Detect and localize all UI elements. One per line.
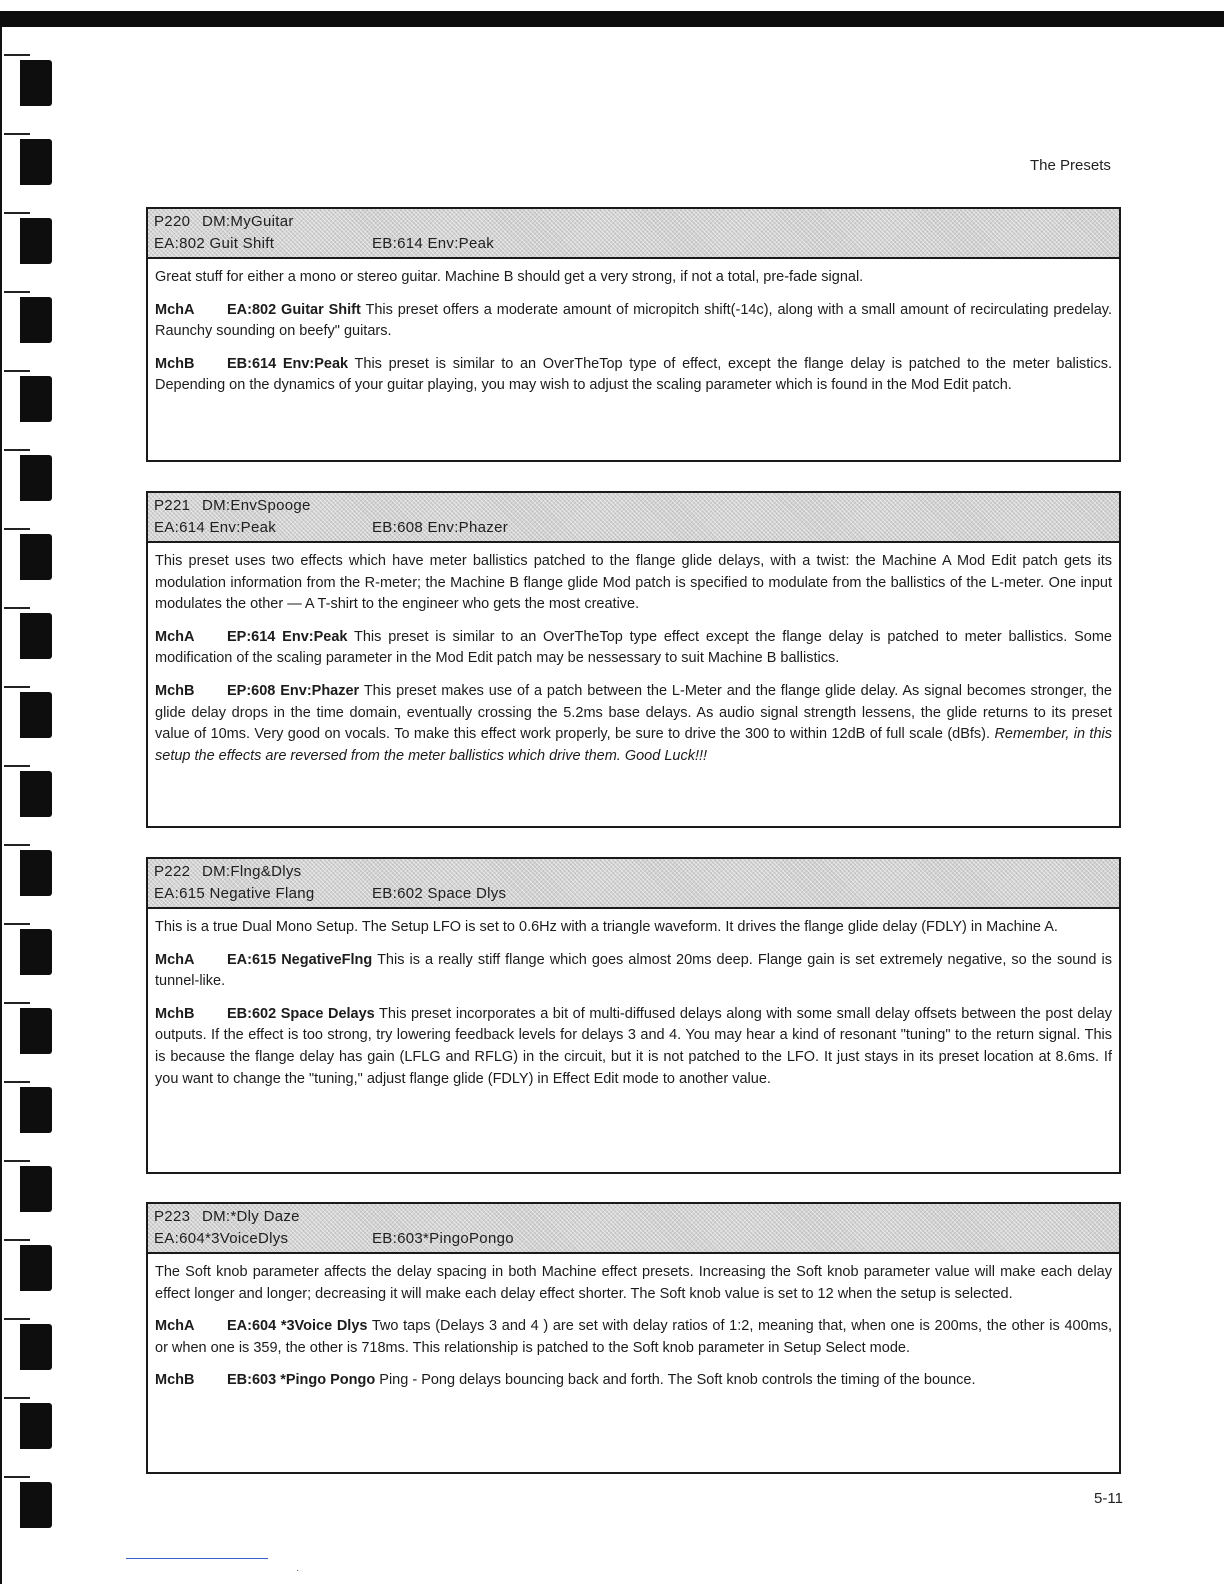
preset-p223 [146,1202,1121,1474]
binder-tick [4,765,30,767]
effect-b-name: EB:614 Env:Peak [372,235,495,252]
machine-a-text: This preset is similar to an OverTheTop type effect except the flange delay is patched to meter ballistics. Some modification of the scaling parameter in the Mod Edit patch may be nessessary to suit Machine B ballistics. [155,628,1112,667]
preset-p222 [146,857,1121,1174]
binder-tick [4,923,30,925]
dual-machine-name: DM:*Dly Daze [202,1208,300,1225]
machine-a-text: This is a really stiff flange which goes almost 20ms deep. Flange gain is set extremely negative, so the sound is tunnel-like. [155,951,1112,990]
binder-hole [20,376,52,422]
binder-tick [4,1002,30,1004]
machine-b-text: This preset is similar to an OverTheTop type of effect, except the flange delay is patched to the meter balistics. Depending on the dynamics of your guitar playing, you may wish to adjust the scaling parameter which is found in the Mod Edit patch. [155,355,1112,394]
machine-a-effect: EA:615 NegativeFlng [227,951,373,968]
binder-tick [4,54,30,56]
binder-tick [4,449,30,451]
preset-p221 [146,491,1121,828]
binder-hole [20,1403,52,1449]
machine-b-effect: EB:602 Space Delays [227,1005,375,1022]
machine-b-label: MchB [155,682,195,699]
preset-header [148,859,1119,909]
preset-number: P223 [154,1208,191,1225]
binder-hole [20,929,52,975]
preset-description [148,909,1119,1095]
preset-description [148,543,1119,772]
binder-hole [20,455,52,501]
binder-tick [4,1318,30,1320]
intro-paragraph: This preset uses two effects which have meter ballistics patched to the flange glide delays, with a twist: the Machine A Mod Edit patch gets its modulation information from the R-meter; the Machine B flange glide Mod patch is specified to modulate from the ballistics of the L-meter. One input modulates the other — A T-shirt to the engineer who gets the most creative. [155,553,1112,613]
machine-a-effect: EA:604 *3Voice Dlys [227,1318,368,1335]
dual-machine-name: DM:Flng&Dlys [202,863,302,880]
binder-tick [4,1081,30,1083]
binder-hole [20,1245,52,1291]
effect-b-name: EB:608 Env:Phazer [372,519,509,536]
machine-b-effect: EB:603 *Pingo Pongo [227,1372,376,1389]
binder-tick [4,1397,30,1399]
binder-tick [4,607,30,609]
machine-b-label: MchB [155,355,195,372]
preset-header [148,209,1119,259]
binder-tick [4,1239,30,1241]
machine-a-label: MchA [155,1318,195,1335]
preset-header [148,1204,1119,1254]
intro-paragraph: This is a true Dual Mono Setup. The Setup LFO is set to 0.6Hz with a triangle waveform. It drives the flange glide delay (FDLY) in Machine A. [155,919,1058,935]
machine-b-text: Ping - Pong delays bouncing back and forth. The Soft knob controls the timing of the bounce. [379,1372,976,1389]
binder-tick [4,844,30,846]
binder-hole [20,1482,52,1528]
machine-b-label: MchB [155,1005,195,1022]
machine-b-effect: EB:614 Env:Peak [227,355,349,372]
effect-a-name: EA:604*3VoiceDlys [154,1230,289,1247]
binder-tick [4,370,30,372]
machine-b-note: Remember, in this setup the effects are reversed from the meter ballistics which drive them. Good Luck!!! [155,726,1113,764]
machine-a-text: This preset offers a moderate amount of micropitch shift(-14c), along with a small amount of recirculating predelay. Raunchy sounding on beefy" guitars. [155,301,1112,340]
preset-description [148,1254,1119,1397]
binder-tick [4,133,30,135]
machine-b-label: MchB [155,1372,195,1389]
binder-hole [20,771,52,817]
binder-hole [20,1324,52,1370]
machine-a-label: MchA [155,951,195,968]
scan-top-edge [0,11,1224,27]
preset-p220 [146,207,1121,462]
effect-a-name: EA:802 Guit Shift [154,235,275,252]
binder-tick [4,1160,30,1162]
machine-b-text: This preset incorporates a bit of multi-diffused delays along with some small delay offsets between the post delay outputs. If the effect is too strong, try lowering feedback levels for delays 3 and 4. You may hear a kind of resonant "tuning" to the return signal. This is because the flange delay has gain (LFLG and RFLG) in the circuit, but it is not patched to the LFO. It just stays in its preset location at 8.6ms. If you want to change the "tuning," adjust flange glide (FDLY) in Effect Edit mode to another value. [155,1005,1112,1087]
machine-b-paragraph [155,681,1112,767]
machine-a-effect: EP:614 Env:Peak [227,628,348,645]
binder-tick [4,291,30,293]
preset-number: P220 [154,213,191,230]
machine-a-paragraph [155,627,1112,670]
binder-tick [4,1476,30,1478]
binder-hole [20,60,52,106]
binder-hole [20,139,52,185]
effect-a-name: EA:615 Negative Flang [154,885,315,902]
binder-hole [20,1166,52,1212]
binder-tick [4,686,30,688]
machine-a-paragraph [155,1316,1112,1359]
binder-tick [4,212,30,214]
dual-machine-name: DM:EnvSpooge [202,497,311,514]
preset-number: P222 [154,863,191,880]
running-head: The Presets [1030,157,1111,174]
machine-b-text: This preset makes use of a patch between the L-Meter and the flange glide delay. As signal becomes stronger, the glide delay drops in the time domain, eventually crossing the 5.2ms base delays. As audio signal strength lessens, the glide returns to its preset value of 10ms. Very good on vocals. To make this effect work properly, be sure to drive the 300 to within 12dB of full scale (dBfs). [155,682,1112,743]
binder-hole [20,1087,52,1133]
binder-holes [0,27,60,1584]
binder-hole [20,218,52,264]
machine-b-paragraph [155,354,1112,397]
machine-a-label: MchA [155,301,195,318]
page-number: 5-11 [1094,1490,1123,1507]
binder-tick [4,528,30,530]
binder-hole [20,850,52,896]
machine-b-paragraph [155,1370,1112,1392]
scan-speck: · [296,1565,300,1576]
footer-rule [126,1558,268,1559]
dual-machine-name: DM:MyGuitar [202,213,294,230]
binder-hole [20,297,52,343]
machine-a-effect: EA:802 Guitar Shift [227,301,361,318]
machine-b-effect: EP:608 Env:Phazer [227,682,360,699]
binder-hole [20,692,52,738]
intro-paragraph: Great stuff for either a mono or stereo guitar. Machine B should get a very strong, if not a total, pre-fade signal. [155,269,864,285]
effect-a-name: EA:614 Env:Peak [154,519,277,536]
machine-a-paragraph [155,950,1112,993]
machine-a-label: MchA [155,628,195,645]
effect-b-name: EB:603*PingoPongo [372,1230,514,1247]
preset-number: P221 [154,497,191,514]
effect-b-name: EB:602 Space Dlys [372,885,507,902]
machine-a-paragraph [155,300,1112,343]
intro-paragraph: The Soft knob parameter affects the delay spacing in both Machine effect presets. Increasing the Soft knob parameter value will make each delay effect longer and longer; decreasing it will make each delay effect shorter. The Soft knob value is set to 12 when the setup is selected. [155,1264,1112,1302]
binder-hole [20,534,52,580]
binder-hole [20,1008,52,1054]
binder-hole [20,613,52,659]
preset-description [148,259,1119,402]
preset-header [148,493,1119,543]
machine-a-text: Two taps (Delays 3 and 4 ) are set with delay ratios of 1:2, meaning that, when one is 200ms, the other is 400ms, or when one is 359, the other is 718ms. This relationship is patched to the Soft knob parameter in Setup Select mode. [155,1318,1112,1356]
machine-b-paragraph [155,1004,1112,1090]
